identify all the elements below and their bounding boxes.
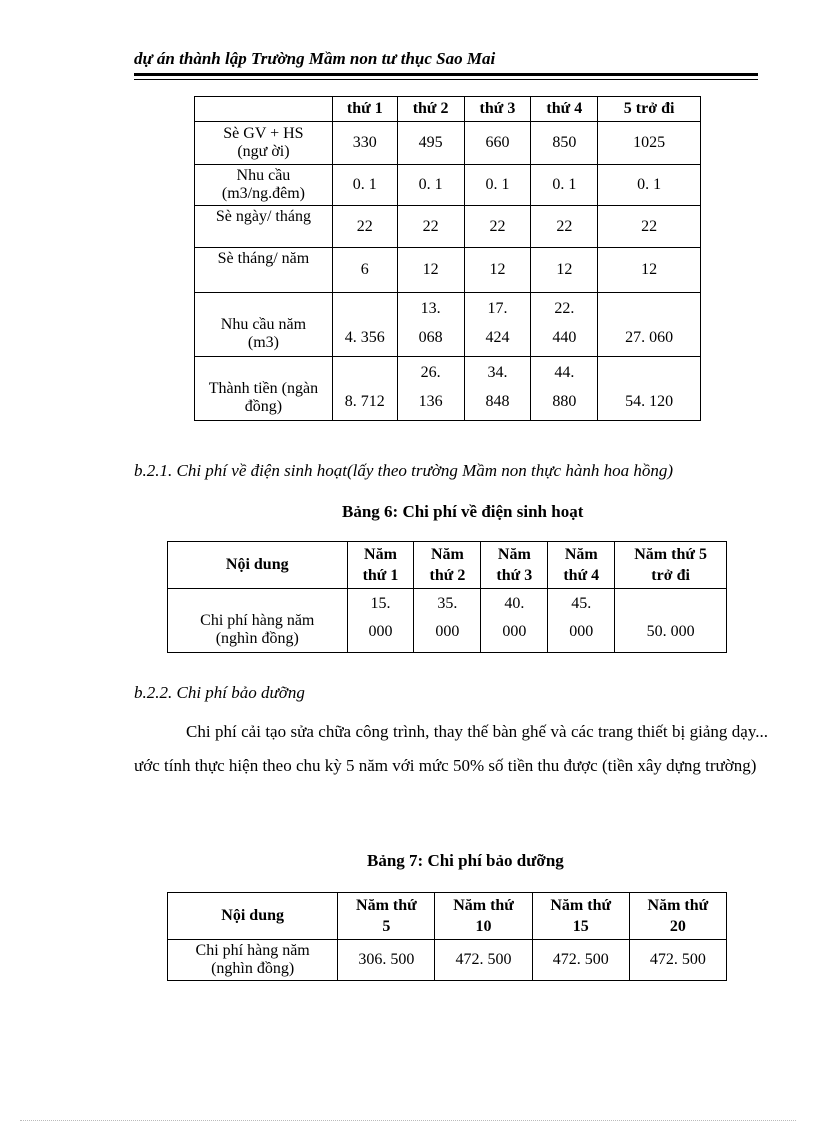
table-cell: 472. 500 <box>629 940 726 981</box>
cell-bottom-part: 440 <box>552 328 577 346</box>
row-label: Sè ngày/ tháng <box>195 206 333 248</box>
header-cell: Nội dung <box>168 542 348 589</box>
table-cell: 0. 1 <box>397 165 464 206</box>
cell-top-part: 40. <box>504 594 525 612</box>
table-cell: 6 <box>332 248 397 293</box>
header-rule-thick <box>134 73 758 76</box>
cell-top-part: 35. <box>437 594 458 612</box>
table-cell: 0. 1 <box>598 165 701 206</box>
cell-top-part: 15. <box>370 594 391 612</box>
page-bottom-border <box>20 1120 796 1121</box>
header-cell: thứ 4 <box>531 97 598 122</box>
table-cell: 22 <box>531 206 598 248</box>
table-row <box>195 122 701 165</box>
cell-top-part: 17. <box>487 299 508 317</box>
table-cell: 0. 1 <box>464 165 531 206</box>
cell-top-part: 22. <box>554 299 575 317</box>
table-cell <box>615 589 727 653</box>
cell-bottom-part: 136 <box>418 392 443 410</box>
cell-bottom-part: 4. 356 <box>344 328 385 346</box>
row-label: Thành tiền (ngàn đồng) <box>195 357 333 421</box>
cell-bottom-part: 000 <box>502 622 527 640</box>
table6-caption: Bảng 6: Chi phí về điện sinh hoạt <box>342 502 584 521</box>
table-cell: 472. 500 <box>532 940 629 981</box>
table-cell: 12 <box>598 248 701 293</box>
table-cell: 12 <box>464 248 531 293</box>
header-rule-thin <box>134 79 758 80</box>
table-cell <box>414 589 481 653</box>
table-row <box>168 940 727 981</box>
table-header-row <box>168 542 727 589</box>
header-cell: thứ 1 <box>332 97 397 122</box>
cell-top-part: 44. <box>554 363 575 381</box>
cell-top-part <box>598 296 700 322</box>
table-cell <box>464 293 531 357</box>
row-label: Nhu cầu (m3/ng.đêm) <box>195 165 333 206</box>
cell-top-part <box>615 594 726 616</box>
header-cell: Năm thứ 20 <box>629 893 726 940</box>
table-row <box>195 165 701 206</box>
table-row <box>168 589 727 653</box>
table-header-row <box>168 893 727 940</box>
table-cell: 22 <box>332 206 397 248</box>
table-cell <box>481 589 548 653</box>
header-cell: thứ 3 <box>464 97 531 122</box>
table-cell: 12 <box>397 248 464 293</box>
section-b21-heading: b.2.1. Chi phí về điện sinh hoạt(lấy theo trường Mầm non thực hành hoa hồng) <box>134 461 673 480</box>
table-row <box>195 357 701 421</box>
row-label: Nhu cầu năm (m3) <box>195 293 333 357</box>
cell-bottom-part: 8. 712 <box>344 392 385 410</box>
table-cell <box>464 357 531 421</box>
row-label: Chi phí hàng năm (nghìn đồng) <box>168 589 348 653</box>
table-cell: 306. 500 <box>338 940 435 981</box>
cell-bottom-part: 000 <box>435 622 460 640</box>
table-cell: 330 <box>332 122 397 165</box>
cell-top-part <box>333 296 397 322</box>
cell-top-part <box>333 360 397 386</box>
table-cell: 472. 500 <box>435 940 532 981</box>
page-header-title: dự án thành lập Trường Mầm non tư thục Sao Mai <box>134 49 496 68</box>
electricity-cost-table <box>167 541 727 653</box>
cell-bottom-part: 424 <box>485 328 510 346</box>
cell-bottom-part: 000 <box>368 622 393 640</box>
cell-top-part: 34. <box>487 363 508 381</box>
section-b22-heading: b.2.2. Chi phí bảo dưỡng <box>134 683 305 702</box>
cell-top-part: 45. <box>571 594 592 612</box>
table-cell <box>347 589 414 653</box>
cell-bottom-part: 000 <box>569 622 594 640</box>
header-cell: Năm thứ 3 <box>481 542 548 589</box>
cell-bottom-part: 880 <box>552 392 577 410</box>
table-cell: 22 <box>464 206 531 248</box>
header-cell: Năm thứ 15 <box>532 893 629 940</box>
cell-bottom-part: 068 <box>418 328 443 346</box>
table-row <box>195 248 701 293</box>
table-cell <box>397 357 464 421</box>
header-cell: Năm thứ 2 <box>414 542 481 589</box>
maintenance-cost-table <box>167 892 727 981</box>
table-cell: 495 <box>397 122 464 165</box>
table7-caption: Bảng 7: Chi phí bảo dưỡng <box>367 851 564 870</box>
header-cell: Nội dung <box>168 893 338 940</box>
header-cell <box>195 97 333 122</box>
table-cell: 12 <box>531 248 598 293</box>
cell-bottom-part: 27. 060 <box>625 328 674 346</box>
table-cell: 850 <box>531 122 598 165</box>
table-cell <box>548 589 615 653</box>
header-cell: Năm thứ 1 <box>347 542 414 589</box>
header-cell: Năm thứ 5 trở đi <box>615 542 727 589</box>
cell-top-part <box>598 360 700 386</box>
table-cell <box>531 293 598 357</box>
cell-top-part: 13. <box>420 299 441 317</box>
header-cell: thứ 2 <box>397 97 464 122</box>
header-cell: Năm thứ 10 <box>435 893 532 940</box>
cell-bottom-part: 54. 120 <box>625 392 674 410</box>
header-cell: 5 trở đi <box>598 97 701 122</box>
table-cell <box>531 357 598 421</box>
row-label: Sè GV + HS (ngư ời) <box>195 122 333 165</box>
table-cell <box>397 293 464 357</box>
table-cell <box>332 357 397 421</box>
cell-bottom-part: 50. 000 <box>646 622 695 640</box>
maintenance-paragraph: Chi phí cải tạo sửa chữa công trình, thay thế bàn ghế và các trang thiết bị giảng dạy... ước tính thực hiện theo chu kỳ 5 năm với mức 50% số tiền thu được (tiền xây dựng trường) <box>134 722 768 775</box>
table-cell: 22 <box>397 206 464 248</box>
table-row <box>195 293 701 357</box>
table-cell <box>598 293 701 357</box>
table-cell <box>598 357 701 421</box>
row-label: Sè tháng/ năm <box>195 248 333 293</box>
table-cell: 0. 1 <box>531 165 598 206</box>
water-cost-table <box>194 96 701 421</box>
row-label: Chi phí hàng năm (nghìn đồng) <box>168 940 338 981</box>
table-cell: 1025 <box>598 122 701 165</box>
table-cell: 0. 1 <box>332 165 397 206</box>
header-cell: Năm thứ 4 <box>548 542 615 589</box>
table-row <box>195 206 701 248</box>
table-cell <box>332 293 397 357</box>
header-cell: Năm thứ 5 <box>338 893 435 940</box>
cell-top-part: 26. <box>420 363 441 381</box>
table-cell: 22 <box>598 206 701 248</box>
table-header-row <box>195 97 701 122</box>
table-cell: 660 <box>464 122 531 165</box>
cell-bottom-part: 848 <box>485 392 510 410</box>
